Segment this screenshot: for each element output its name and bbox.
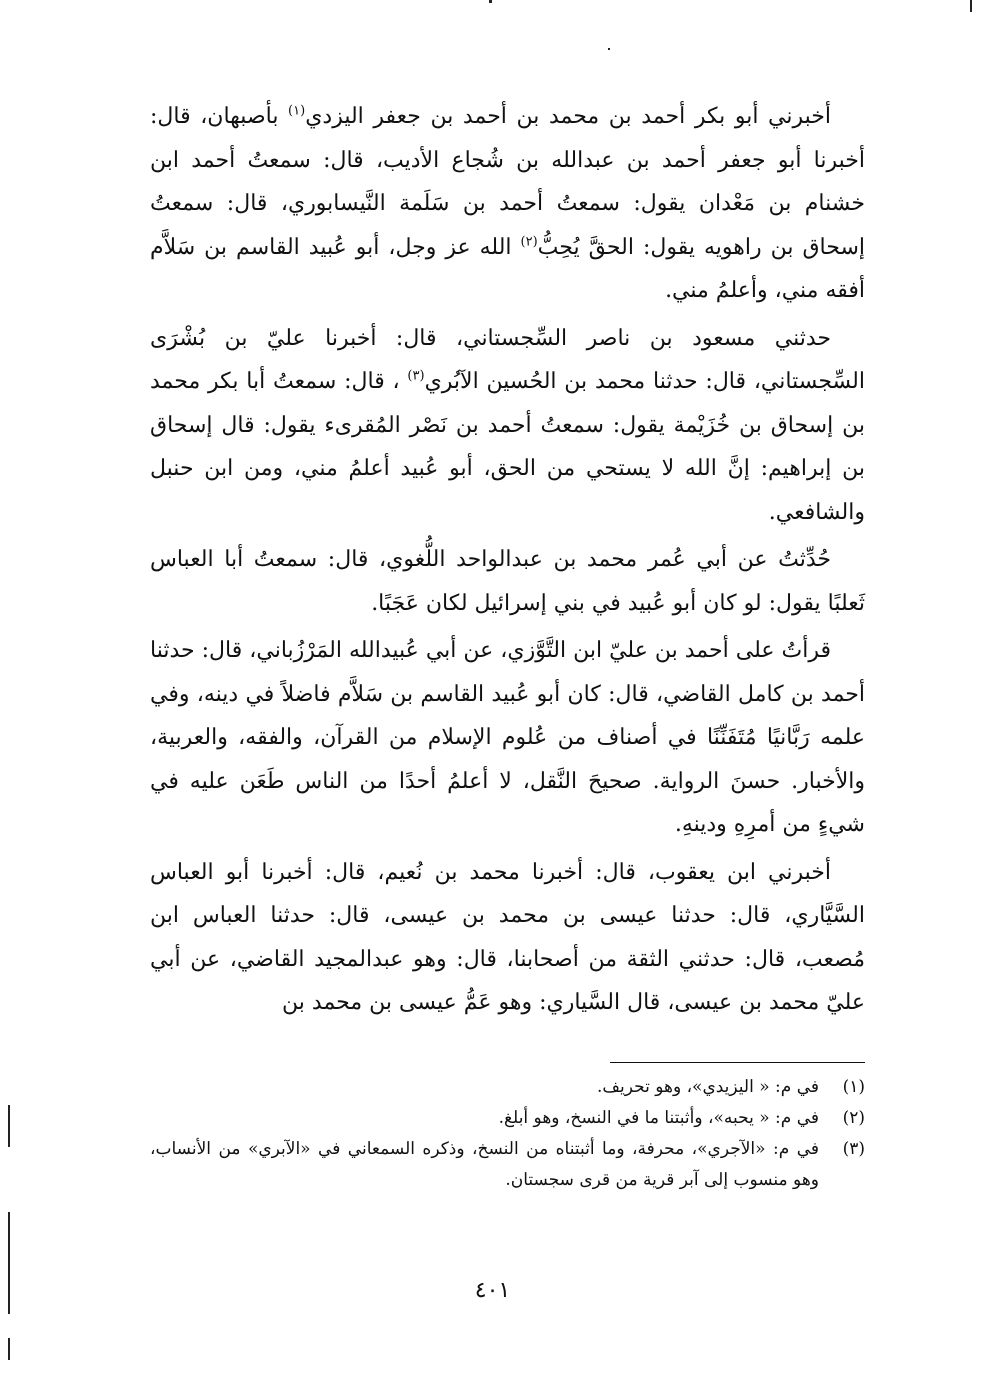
footnote-text: في م: « اليزيدي»، وهو تحريف. (596, 1077, 819, 1097)
scan-dot (489, 0, 492, 3)
paragraph-5-text: أخبرني ابن يعقوب، قال: أخبرنا محمد بن نُعيم، قال: أخبرنا أبو العباس السَّيَّاري، قال: حدثنا عيسى بن محمد بن عيسى، قال: حدثنا العباس ابن مُصعب، قال: حدثني الثقة من أصحابنا، قال: وهو عبدالمجيد القاضي، عن أبي عليّ محمد بن عيسى، قال السَّياري: وهو عَمُّ عيسى بن محمد بن (150, 859, 865, 1015)
paragraph-4-text: قرأتُ على أحمد بن عليّ ابن التَّوَّزي، عن أبي عُبيدالله المَرْزُباني، قال: حدثنا أحمد بن كامل القاضي، قال: كان أبو عُبيد القاسم بن سَلاَّم فاضلاً في دينه، وفي علمه رَبَّانيًا مُتَفَنِّنًا في أصناف من عُلوم الإسلام من القرآن، والفقه، والعربية، والأخبار. حسنَ الرواية. صحيحَ النَّقل، لا أعلمُ أحدًا من الناس طَعَن عليه في شيءٍ من أمرِهِ ودينهِ. (150, 638, 865, 837)
scan-edge-mark (8, 1212, 10, 1314)
paragraph-5 (150, 851, 865, 1025)
paragraph-3-text: حُدِّثتُ عن أبي عُمر محمد بن عبدالواحد اللُّغوي، قال: سمعتُ أبا العباس ثَعلبًا يقول: لو كان أبو عُبيد في بني إسرائيل لكان عَجَبًا. (150, 547, 865, 616)
paragraph-4 (150, 629, 865, 847)
footnote-number: (١) (842, 1077, 865, 1097)
paragraph-3 (150, 538, 865, 625)
paragraph-1 (150, 95, 865, 313)
scan-edge-mark (8, 1105, 10, 1147)
footnote-3 (150, 1134, 865, 1196)
footnotes (150, 1072, 865, 1196)
footnote-ref-1: (١) (288, 103, 306, 119)
footnote-ref-3: (٣) (407, 368, 425, 384)
paragraph-2-text-a: حدثني مسعود بن ناصر السِّجستاني، قال: أخبرنا عليّ بن بُشْرَى السِّجستاني، قال: حدثنا محمد بن الحُسين الآبُري (150, 325, 865, 394)
footnote-text: في م: « يحبه»، وأثبتنا ما في النسخ، وهو أبلغ. (498, 1108, 819, 1128)
footnote-1 (150, 1072, 865, 1103)
paragraph-1-text-c: الله عز وجل، أبو عُبيد القاسم بن سَلاَّم أفقه مني، وأعلمُ مني. (150, 234, 865, 303)
footnote-number: (٢) (842, 1108, 865, 1128)
paragraph-2 (150, 317, 865, 535)
footnote-2 (150, 1103, 865, 1134)
footnote-ref-2: (٢) (520, 234, 538, 250)
paragraph-2-text-b: ، قال: سمعتُ أبا بكر محمد بن إسحاق بن خُزَيْمة يقول: سمعتُ أحمد بن نَصْر المُقرىء يقول: قال إسحاق بن إبراهيم: إنَّ الله لا يستحي من الحق، أبو عُبيد أعلمُ مني، ومن ابن حنبل والشافعي. (150, 369, 865, 525)
scan-edge-mark (8, 1338, 10, 1360)
scan-edge-mark (970, 0, 972, 12)
footnote-number: (٣) (842, 1139, 865, 1159)
paragraph-1-text-a: أخبرني أبو بكر أحمد بن محمد بن أحمد بن جعفر اليزدي (305, 104, 831, 129)
page-number: ٤٠١ (474, 1278, 511, 1303)
paragraph-1-text-b: بأصبهان، قال: أخبرنا أبو جعفر أحمد بن عبدالله بن شُجاع الأديب، قال: سمعتُ أحمد ابن خشنام بن مَعْدان يقول: سمعتُ أحمد بن سَلَمة النَّيسابوري، قال: سمعتُ إسحاق بن راهويه يقول: الحقَّ يُحِبُّ (150, 104, 865, 260)
footnote-text: في م: «الآجري»، محرفة، وما أثبتناه من النسخ، وذكره السمعاني في «الآبري» من الأنساب، وهو منسوب إلى آبر قرية من قرى سجستان. (150, 1139, 819, 1190)
scan-dot (608, 48, 610, 50)
main-text (150, 95, 865, 1025)
footnote-divider (610, 1062, 865, 1063)
